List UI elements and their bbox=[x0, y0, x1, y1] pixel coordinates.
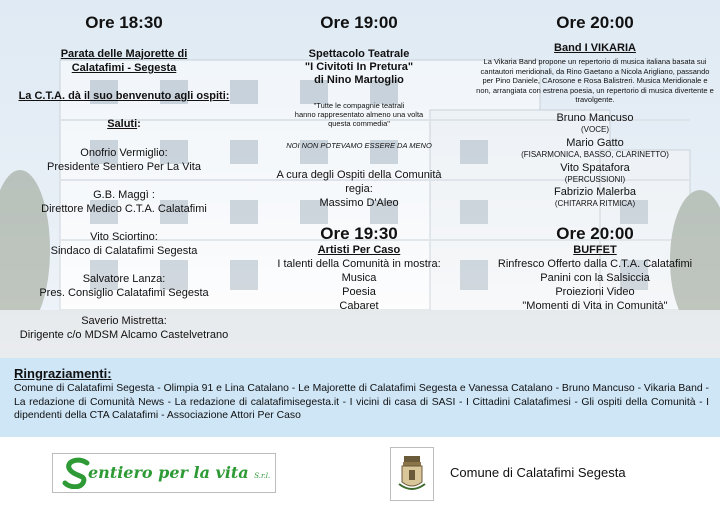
saluti-heading: Saluti: bbox=[107, 118, 141, 130]
regia-label: regia: bbox=[345, 183, 373, 195]
talenti-line: I talenti della Comunità in mostra: bbox=[277, 258, 441, 270]
hour-1900: Ore 19:00 bbox=[320, 13, 398, 32]
speaker-name: G.B. Maggì : bbox=[93, 189, 155, 201]
hour-1930: Ore 19:30 bbox=[320, 224, 398, 243]
talent-item: Cabaret bbox=[339, 300, 379, 312]
buffet-line: "Momenti di Vita in Comunità" bbox=[522, 300, 668, 312]
member-name: Vito Spatafora bbox=[560, 162, 630, 174]
sentiero-logo bbox=[52, 453, 276, 493]
sentiero-logo-text: entiero per la vita S.r.l. bbox=[88, 463, 271, 482]
buffet-line: Panini con la Salsiccia bbox=[540, 272, 650, 284]
motto: NOI NON POTEVAMO ESSERE DA MENO bbox=[286, 141, 432, 150]
speaker-name: Onofrio Vermiglio: bbox=[80, 147, 168, 159]
thanks-text: Comune di Calatafimi Segesta - Olimpia 91 e Lina Catalano - Le Majorette di Calatafimi Segesta e Vanessa Catalano - Bruno Mancuso - Vikaria Band - La redazione di Comunità News - La redazione di calatafimisegesta.it - I vicini di casa di SASI - I Cittadini Calatafimesi - Gli ospiti della Comunità - I dipendenti della CTA Calatafimi - Associazione Attori Per Caso bbox=[14, 383, 709, 421]
speaker-name: Salvatore Lanza: bbox=[82, 273, 166, 285]
speaker-role: Dirigente c/o MDSM Alcamo Castelvetrano bbox=[19, 329, 229, 341]
quote-line: "Tutte le compagnie teatrali bbox=[313, 101, 405, 110]
footer bbox=[0, 437, 720, 508]
majorette-title-1: Parata delle Majorette di bbox=[60, 48, 188, 60]
artisti-title: Artisti Per Caso bbox=[317, 244, 401, 256]
member-name: Bruno Mancuso bbox=[556, 112, 634, 124]
member-name: Mario Gatto bbox=[566, 137, 624, 149]
talent-item: Poesia bbox=[342, 286, 376, 298]
talent-item: Musica bbox=[341, 272, 377, 284]
hour-2000-buffet: Ore 20:00 bbox=[556, 224, 634, 243]
majorette-title-2: Calatafimi - Segesta bbox=[71, 62, 177, 74]
hour-1830: Ore 18:30 bbox=[85, 13, 163, 32]
cura-line: A cura degli Ospiti della Comunità bbox=[276, 169, 442, 181]
comune-name: Comune di Calatafimi Segesta bbox=[450, 465, 626, 480]
member-role: (FISARMONICA, BASSO, CLARINETTO) bbox=[521, 150, 669, 159]
speaker-name: Saverio Mistretta: bbox=[81, 315, 167, 327]
member-role: (PERCUSSIONI) bbox=[564, 175, 626, 184]
speaker-role: Pres. Consiglio Calatafimi Segesta bbox=[39, 287, 209, 299]
buffet-line: Proiezioni Video bbox=[555, 286, 635, 298]
welcome-line: La C.T.A. dà il suo benvenuto agli ospiti: bbox=[18, 90, 230, 102]
director-name: Massimo D'Aleo bbox=[319, 197, 399, 209]
member-role: (VOCE) bbox=[581, 125, 609, 134]
speaker-role: Direttore Medico C.T.A. Calatafimi bbox=[41, 203, 207, 215]
speaker-name: Vito Sciortino: bbox=[90, 231, 158, 243]
thanks-section bbox=[0, 358, 720, 437]
buffet-line: Rinfresco Offerto dalla C.T.A. Calatafimi bbox=[497, 258, 693, 270]
theatre-play: "I Civitoti In Pretura" bbox=[304, 61, 414, 73]
member-role: (CHITARRA RITMICA) bbox=[554, 199, 636, 208]
speaker-role: Sindaco di Calatafimi Segesta bbox=[50, 245, 198, 257]
comune-crest bbox=[390, 447, 434, 501]
band-description: La Vikaria Band propone un repertorio di musica italiana basata sui cantautori meridionali, da Rino Gaetano a Nicola Arigliano, passando per Pino Daniele, CArosone e Rosa Balistreri. Musica Meridionale e non, arrangiata con estrena poesia, un repertorio di musica divertente e travolgente. bbox=[476, 57, 714, 104]
quote-line: questa commedia" bbox=[328, 119, 390, 128]
quote-line: hanno rappresentato almeno una volta bbox=[294, 110, 424, 119]
speaker-role: Presidente Sentiero Per La Vita bbox=[47, 161, 201, 173]
theatre-title: Spettacolo Teatrale bbox=[308, 48, 410, 60]
theatre-author: di Nino Martoglio bbox=[314, 74, 404, 86]
member-name: Fabrizio Malerba bbox=[554, 186, 636, 198]
hour-2000: Ore 20:00 bbox=[556, 13, 634, 32]
thanks-title: Ringraziamenti: bbox=[14, 366, 112, 381]
crest-icon bbox=[391, 448, 433, 500]
band-title: Band I VIKARIA bbox=[554, 42, 636, 54]
buffet-title: BUFFET bbox=[573, 244, 617, 256]
